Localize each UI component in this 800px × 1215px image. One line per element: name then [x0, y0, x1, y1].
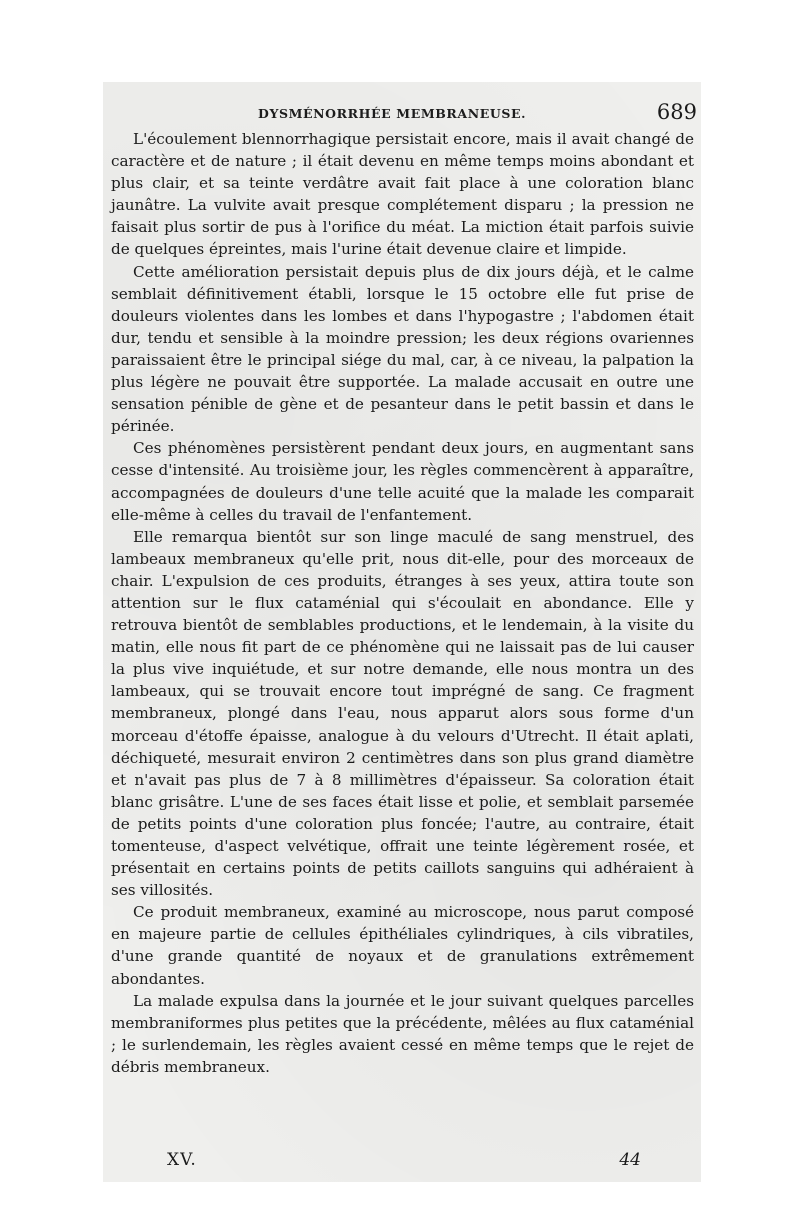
page-header — [103, 100, 701, 130]
book-page — [103, 82, 701, 1182]
paragraph: Ces phénomènes persistèrent pendant deux jours, en augmentant sans cesse d'intensité. Au troisième jour, les règles commencèrent à apparaître, accompagnées de douleurs d'une telle acuité que la malade les comparait elle-même à celles du travail de l'enfantement. — [111, 439, 694, 524]
paragraph: L'écoulement blennorrhagique persistait encore, mais il avait changé de caractère et de nature ; il était devenu en même temps moins abondant et plus clair, et sa teinte verdâtre avait fait place à une coloration blanc jaunâtre. La vulvite avait presque complétement disparu ; la pression ne faisait plus sortir de pus à l'orifice du méat. La miction était parfois suivie de quelques épreintes, mais l'urine était devenue claire et limpide. — [111, 130, 694, 259]
sheet-number: 44 — [619, 1150, 641, 1170]
paragraph: Cette amélioration persistait depuis plus de dix jours déjà, et le calme semblait définitivement établi, lorsque le 15 octobre elle fut prise de douleurs violentes dans les lombes et dans l'hypogastre ; l'abdomen était dur, tendu et sensible à la moindre pression; les deux régions ovariennes paraissaient être le principal siége du mal, car, à ce niveau, la palpation la plus légère ne pouvait être supportée. La malade accusait en outre une sensation pénible de gène et de pesanteur dans le petit bassin et dans le périnée. — [111, 262, 694, 436]
body-text — [111, 128, 694, 1078]
signature-mark: XV. — [167, 1150, 197, 1170]
page-footer — [103, 1142, 701, 1170]
paragraph: La malade expulsa dans la journée et le jour suivant quelques parcelles membraniformes plus petites que la précédente, mêlées au flux cataménial ; le surlendemain, les règles avaient cessé en même temps que le rejet de débris membraneux. — [111, 991, 694, 1076]
page-number: 689 — [656, 100, 697, 124]
running-title: DYSMÉNORRHÉE MEMBRANEUSE. — [258, 106, 527, 121]
paragraph: Elle remarqua bientôt sur son linge maculé de sang menstruel, des lambeaux membraneux qu'elle prit, nous dit-elle, pour des morceaux de chair. L'expulsion de ces produits, étranges à ses yeux, attira toute son attention sur le flux cataménial qui s'écoulait en abondance. Elle y retrouva bientôt de semblables productions, et le lendemain, à la visite du matin, elle nous fit part de ce phénomène qui ne laissait pas de lui causer la plus vive inquiétude, et sur notre demande, elle nous montra un des lambeaux, qui se trouvait encore tout imprégné de sang. Ce fragment membraneux, plongé dans l'eau, nous apparut alors sous forme d'un morceau d'étoffe épaisse, analogue à du velours d'Utrecht. Il était aplati, déchiqueté, mesurait environ 2 centimètres dans son plus grand diamètre et n'avait pas plus de 7 à 8 millimètres d'épaisseur. Sa coloration était blanc grisâtre. L'une de ses faces était lisse et polie, et semblait parsemée de petits points d'une coloration plus foncée; l'autre, au contraire, était tomenteuse, d'aspect velvétique, offrait une teinte légèrement rosée, et présentait en certains points de petits caillots sanguins qui adhéraient à ses villosités. — [111, 527, 694, 900]
paragraph: Ce produit membraneux, examiné au microscope, nous parut composé en majeure partie de cellules épithéliales cylindriques, à cils vibratiles, d'une grande quantité de noyaux et de granulations extrêmement abondantes. — [111, 903, 694, 988]
